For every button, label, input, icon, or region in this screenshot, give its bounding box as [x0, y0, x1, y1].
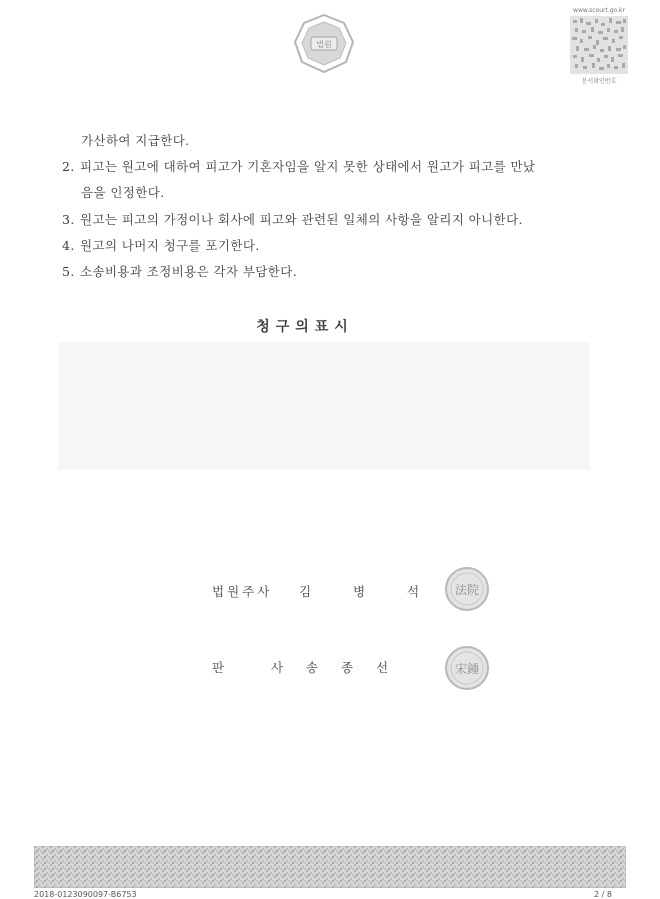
judge-name-char: 사	[271, 660, 284, 675]
list-item-text: 원고는 피고의 가정이나 회사에 피고와 관련된 일체의 사항을 알리지 아니한다.	[80, 212, 523, 227]
redacted-area	[58, 342, 590, 470]
qr-url: www.scourt.go.kr	[573, 7, 625, 14]
list-item-text: 원고의 나머지 청구를 포기한다.	[80, 238, 260, 253]
list-item-text: 소송비용과 조정비용은 각자 부담한다.	[80, 264, 298, 279]
emblem-label: 법원	[316, 40, 332, 49]
list-item-continuation: 음을 인정한다.	[81, 185, 165, 200]
list-item	[62, 157, 535, 175]
judge-name	[271, 658, 411, 676]
page-number: 2 / 8	[594, 890, 612, 899]
qr-code-icon	[570, 16, 628, 74]
document-id: 2018-0123090097-B6753	[34, 890, 137, 899]
list-item-number: 3.	[62, 212, 75, 227]
body-line-continued: 가산하여 지급한다.	[81, 133, 190, 148]
judge-title: 판	[212, 660, 225, 675]
claim-section-title: 청구의표시	[256, 319, 354, 335]
list-item-number: 5.	[62, 264, 75, 279]
judge-name-char: 송	[306, 660, 319, 675]
clerk-name	[299, 582, 461, 600]
judge-name-char: 선	[376, 660, 389, 675]
clerk-name-char: 석	[407, 584, 420, 599]
clerk-seal-icon	[444, 566, 490, 612]
court-emblem-icon	[292, 12, 356, 76]
footer-security-band	[34, 846, 626, 888]
list-item-number: 2.	[62, 159, 75, 174]
judge-name-char: 종	[341, 660, 354, 675]
clerk-title: 법원주사	[212, 584, 273, 599]
list-item-text: 피고는 원고에 대하여 피고가 기혼자임을 알지 못한 상태에서 원고가 피고를 만났	[80, 159, 536, 174]
seal-text: 宋鍾	[454, 662, 480, 676]
list-item	[62, 210, 523, 228]
clerk-name-char: 병	[353, 584, 366, 599]
list-item	[62, 236, 260, 254]
qr-caption: 문서확인번호	[581, 78, 617, 85]
list-item-number: 4.	[62, 238, 75, 253]
judge-seal-icon	[444, 645, 490, 691]
list-item	[62, 262, 297, 280]
clerk-name-char: 김	[299, 584, 312, 599]
seal-text: 法院	[454, 583, 480, 597]
